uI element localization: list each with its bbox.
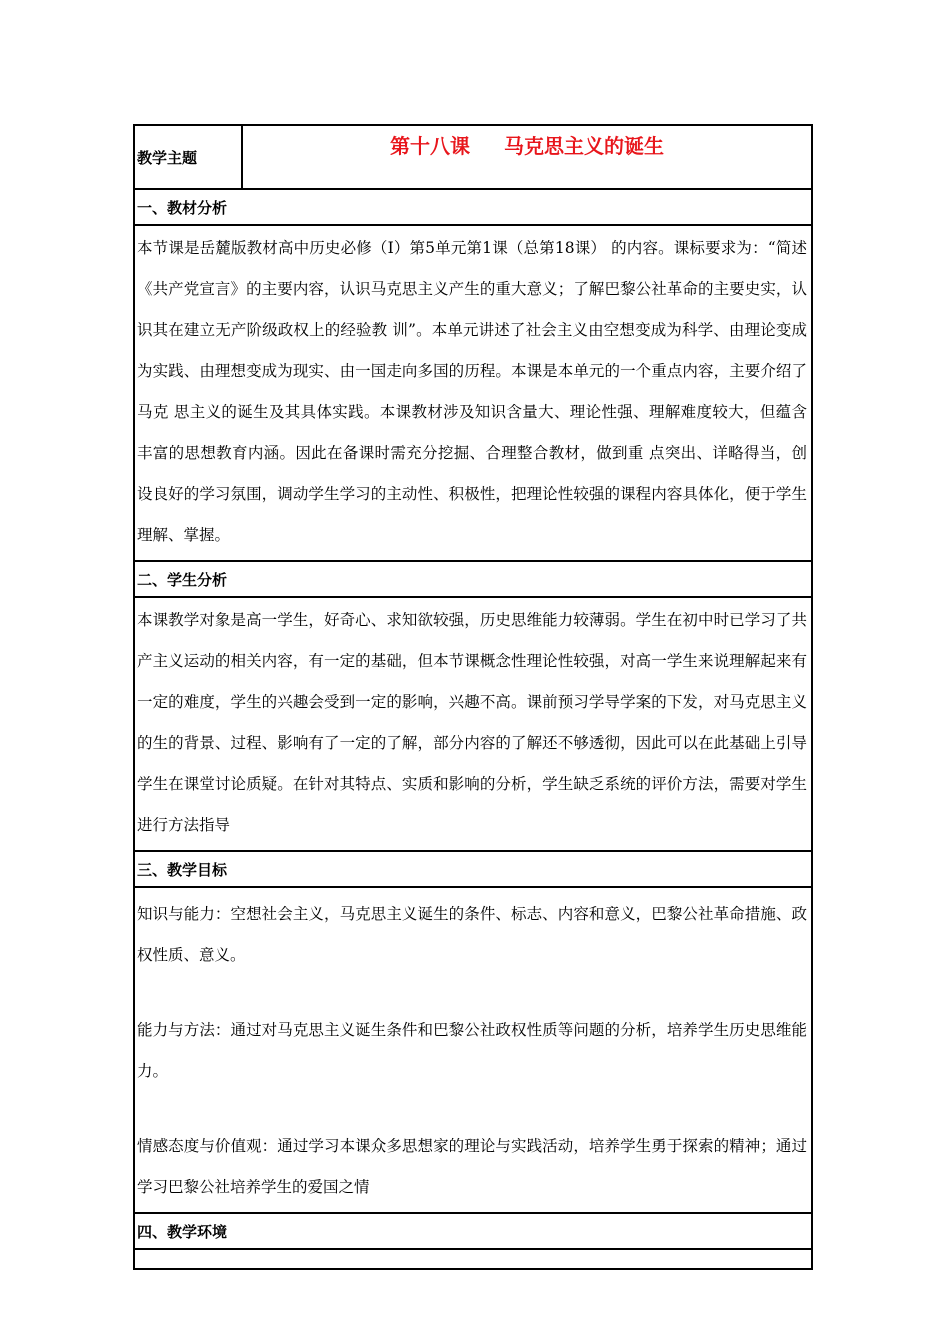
section-body-material: 本节课是岳麓版教材高中历史必修（I）第5单元第1课（总第18课） 的内容。课标要求为：“简述《共产党宣言》的主要内容，认识马克思主义产生的重大意义；了解巴黎公社革命的主要史实，认识其在建立无产阶级政权上的经验教 训”。本单元讲述了社会主义由空想变成为科学、由理论变成为实践、由理想变成为现实、由一国走向多国的历程。本课是本单元的一个重点内容，主要介绍了马克 思主义的诞生及其具体实践。本课教材涉及知识含量大、理论性强、理解难度较大，但蕴含丰富的思想教育内涵。因此在备课时需充分挖掘、合理整合教材，做到重 点突出、详略得当，创设良好的学习氛围，调动学生学习的主动性、积极性，把理论性较强的课程内容具体化，便于学生理解、掌握。 [135, 226, 811, 562]
section-heading-material: 一、教材分析 [135, 190, 811, 226]
title-row [135, 126, 811, 190]
lesson-plan-table [133, 124, 813, 1270]
goal-knowledge: 知识与能力：空想社会主义，马克思主义诞生的条件、标志、内容和意义，巴黎公社革命措施、政权性质、意义。 [137, 905, 807, 964]
section-heading-goals: 三、教学目标 [135, 852, 811, 888]
lesson-name: 马克思主义的诞生 [504, 134, 664, 158]
section-heading-students: 二、学生分析 [135, 562, 811, 598]
table-tail [135, 1250, 811, 1268]
lesson-title [243, 126, 811, 188]
topic-label: 教学主题 [135, 126, 243, 188]
goal-attitude: 情感态度与价值观：通过学习本课众多思想家的理论与实践活动，培养学生勇于探索的精神；通过学习巴黎公社培养学生的爱国之情 [137, 1137, 807, 1196]
goal-method: 能力与方法：通过对马克思主义诞生条件和巴黎公社政权性质等问题的分析，培养学生历史思维能力。 [137, 1021, 807, 1080]
section-body-students: 本课教学对象是高一学生，好奇心、求知欲较强，历史思维能力较薄弱。学生在初中时已学习了共产主义运动的相关内容，有一定的基础，但本节课概念性理论性较强，对高一学生来说理解起来有一定的难度，学生的兴趣会受到一定的影响，兴趣不高。课前预习学导学案的下发，对马克思主义的生的背景、过程、影响有了一定的了解，部分内容的了解还不够透彻，因此可以在此基础上引导学生在课堂讨论质疑。在针对其特点、实质和影响的分析，学生缺乏系统的评价方法，需要对学生进行方法指导 [135, 598, 811, 852]
section-body-goals [135, 888, 811, 1214]
lesson-number: 第十八课 [390, 134, 470, 158]
section-heading-environment: 四、教学环境 [135, 1214, 811, 1250]
